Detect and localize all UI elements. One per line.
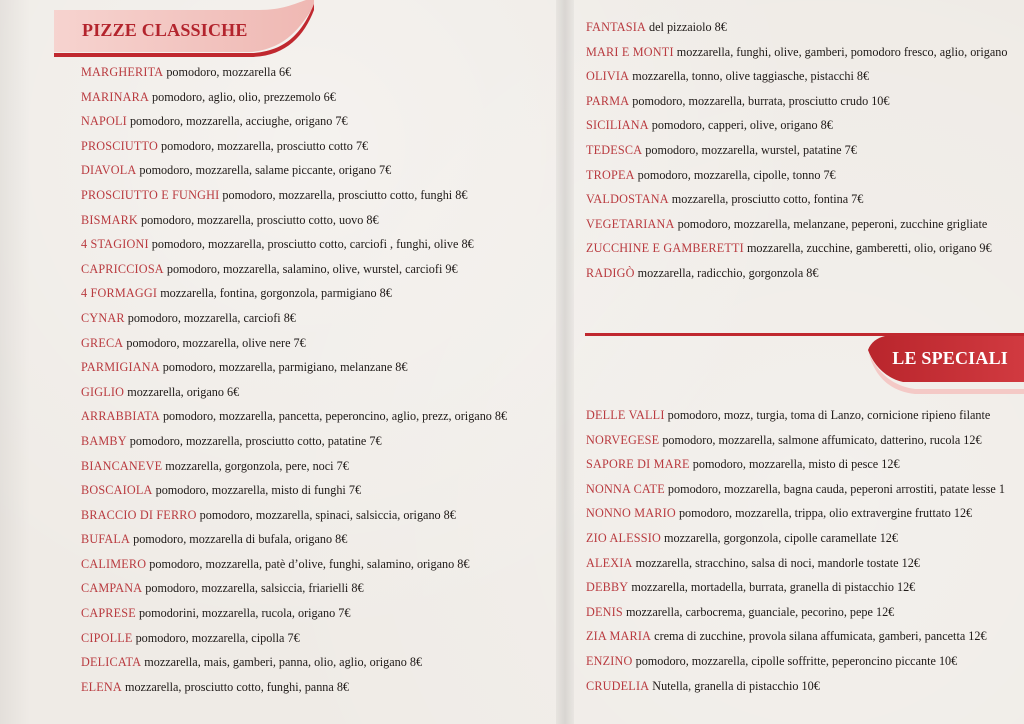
pizza-description: mozzarella, zucchine, gamberetti, olio, origano 9€ — [746, 241, 992, 256]
pizza-name: ALEXIA — [586, 555, 633, 570]
pizza-name: OLIVIA — [586, 69, 630, 84]
pizza-name: CIPOLLE — [81, 630, 133, 645]
pizza-name: ENZINO — [586, 653, 633, 668]
pizza-name: MARINARA — [81, 89, 149, 104]
list-item — [81, 306, 507, 331]
list-item — [81, 380, 507, 405]
pizza-description: pomodoro, mozzarella, melanzane, peperoni, zucchine grigliate — [677, 216, 988, 231]
pizza-description: mozzarella, prosciutto cotto, fontina 7€ — [671, 192, 864, 207]
list-item — [586, 138, 1007, 163]
pizza-description: pomodoro, mozzarella, acciughe, origano 7€ — [129, 114, 348, 129]
pizza-name: CAPRICCIOSA — [81, 261, 164, 276]
pizza-name: BOSCAIOLA — [81, 483, 153, 498]
list-item — [81, 257, 507, 282]
list-item — [81, 626, 507, 651]
pizza-name: NORVEGESE — [586, 432, 660, 447]
list-item — [81, 85, 507, 110]
pizza-name: 4 FORMAGGI — [81, 286, 158, 301]
list-item — [81, 355, 507, 380]
pizza-name: BIANCANEVE — [81, 458, 163, 473]
pizza-name: DENIS — [586, 604, 623, 619]
pizza-description: pomodoro, mozzarella, prosciutto cotto, patatine 7€ — [129, 433, 382, 448]
list-item — [81, 134, 507, 159]
right-column-list — [586, 15, 1007, 286]
pizza-description: pomodoro, mozz, turgia, toma di Lanzo, cornicione ripieno filante — [667, 408, 991, 422]
pizza-description: pomodoro, mozzarella, parmigiano, melanzane 8€ — [162, 360, 408, 375]
list-item — [586, 624, 1005, 649]
list-item — [586, 477, 1005, 502]
list-item — [586, 452, 1005, 477]
list-item — [81, 503, 507, 528]
list-item — [81, 109, 507, 134]
list-item — [81, 208, 507, 233]
pizza-name: NONNO MARIO — [586, 506, 676, 521]
pizza-name: ELENA — [81, 679, 122, 694]
pizza-name: ZIO ALESSIO — [586, 530, 661, 545]
list-item — [586, 236, 1007, 261]
list-item — [586, 403, 1005, 428]
pizza-name: MARGHERITA — [81, 65, 164, 79]
pizza-name: PROSCIUTTO E FUNGHI — [81, 187, 220, 202]
pizza-description: pomodoro, mozzarella, burrata, prosciutto crudo 10€ — [632, 93, 890, 108]
list-item — [81, 675, 507, 700]
pizza-name: VALDOSTANA — [586, 192, 669, 207]
pizza-description: mozzarella, stracchino, salsa di noci, mandorle tostate 12€ — [635, 555, 920, 570]
pizza-description: mozzarella, gorgonzola, pere, noci 7€ — [165, 458, 349, 473]
pizza-description: pomodoro, mozzarella, cipolle, tonno 7€ — [637, 167, 836, 182]
pizza-name: NAPOLI — [81, 114, 127, 129]
pizza-name: PARMIGIANA — [81, 360, 160, 375]
list-item — [81, 183, 507, 208]
pizza-description: pomodoro, mozzarella, prosciutto cotto 7€ — [161, 138, 369, 153]
list-item — [586, 212, 1007, 237]
list-item — [81, 650, 507, 675]
pizza-description: pomodoro, mozzarella, olive nere 7€ — [126, 335, 306, 350]
pizza-name: ZUCCHINE E GAMBERETTI — [586, 241, 744, 256]
page-fold — [556, 0, 574, 724]
pizza-description: pomodoro, mozzarella, prosciutto cotto, uovo 8€ — [140, 212, 379, 227]
pizza-description: mozzarella, tonno, olive taggiasche, pistacchi 8€ — [632, 69, 870, 84]
pizza-description: mozzarella, origano 6€ — [127, 384, 240, 399]
list-item — [586, 89, 1007, 114]
pizza-description: pomodoro, mozzarella, wurstel, patatine 7€ — [645, 142, 857, 157]
pizza-name: RADIGÒ — [586, 265, 635, 280]
list-item — [586, 40, 1007, 65]
pizza-name: CAMPANA — [81, 581, 143, 596]
pizza-name: SICILIANA — [586, 118, 649, 133]
pizza-description: pomodoro, mozzarella, carciofi 8€ — [127, 310, 296, 325]
pizza-name: GRECA — [81, 335, 124, 350]
pizza-name: PARMA — [586, 93, 630, 108]
pizza-name: GIGLIO — [81, 384, 125, 399]
pizza-description: pomodoro, mozzarella 6€ — [166, 65, 292, 79]
pizza-name: CAPRESE — [81, 606, 136, 621]
pizza-description: pomodoro, aglio, olio, prezzemolo 6€ — [152, 89, 336, 104]
pizza-description: pomodoro, mozzarella, misto di pesce 12€ — [692, 457, 900, 472]
pizza-description: mozzarella, fontina, gorgonzola, parmigiano 8€ — [160, 286, 392, 301]
list-item — [586, 649, 1005, 674]
pizza-name: CYNAR — [81, 310, 125, 325]
list-item — [81, 552, 507, 577]
list-item — [586, 674, 1005, 699]
speciali-banner — [585, 330, 1024, 395]
pizza-name: VEGETARIANA — [586, 216, 675, 231]
list-item — [81, 158, 507, 183]
list-item — [81, 454, 507, 479]
list-item — [81, 232, 507, 257]
pizza-name: DELICATA — [81, 655, 142, 670]
list-item — [586, 575, 1005, 600]
pizza-description: crema di zucchine, provola silana affumicata, gamberi, pancetta 12€ — [654, 629, 987, 644]
pizza-description: mozzarella, mais, gamberi, panna, olio, aglio, origano 8€ — [144, 655, 423, 670]
pizza-name: BRACCIO DI FERRO — [81, 507, 197, 522]
pizza-description: pomodoro, mozzarella, prosciutto cotto, carciofi , funghi, olive 8€ — [151, 237, 474, 252]
pizza-name: PROSCIUTTO — [81, 138, 158, 153]
list-item — [586, 187, 1007, 212]
list-item — [81, 281, 507, 306]
classiche-list — [81, 60, 507, 699]
classiche-title: PIZZE CLASSICHE — [82, 20, 248, 40]
pizza-description: pomodoro, mozzarella, cipolle soffritte, peperoncino piccante 10€ — [635, 653, 958, 668]
list-item — [586, 163, 1007, 188]
pizza-description: mozzarella, gorgonzola, cipolle caramellate 12€ — [664, 530, 898, 545]
list-item — [586, 526, 1005, 551]
pizza-description: pomodoro, mozzarella, pancetta, peperoncino, aglio, prezz, origano 8€ — [162, 409, 508, 424]
pizza-name: TROPEA — [586, 167, 635, 182]
pizza-description: pomodoro, mozzarella, salmone affumicato, datterino, rucola 12€ — [662, 432, 982, 447]
pizza-name: DIAVOLA — [81, 163, 137, 178]
list-item — [586, 551, 1005, 576]
list-item — [586, 600, 1005, 625]
pizza-description: pomodoro, mozzarella, trippa, olio extravergine fruttato 12€ — [678, 506, 973, 521]
list-item — [586, 64, 1007, 89]
list-item — [586, 501, 1005, 526]
list-item — [586, 113, 1007, 138]
pizza-name: ZIA MARIA — [586, 629, 652, 644]
pizza-name: BISMARK — [81, 212, 138, 227]
list-item — [81, 601, 507, 626]
list-item — [81, 576, 507, 601]
list-item — [586, 261, 1007, 286]
pizza-description: pomodoro, mozzarella, salame piccante, origano 7€ — [139, 163, 392, 178]
classiche-banner — [54, 0, 314, 58]
list-item — [81, 478, 507, 503]
pizza-description: del pizzaiolo 8€ — [649, 20, 727, 34]
pizza-description: pomodoro, mozzarella, salamino, olive, wurstel, carciofi 9€ — [166, 261, 458, 276]
pizza-name: 4 STAGIONI — [81, 237, 149, 252]
list-item — [586, 15, 1007, 40]
pizza-description: mozzarella, mortadella, burrata, granella di pistacchio 12€ — [631, 580, 916, 595]
pizza-description: pomodoro, mozzarella di bufala, origano 8€ — [133, 532, 348, 547]
pizza-name: CALIMERO — [81, 556, 147, 571]
list-item — [586, 428, 1005, 453]
pizza-description: pomodorini, mozzarella, rucola, origano 7€ — [138, 606, 351, 621]
pizza-description: pomodoro, mozzarella, patè d’olive, funghi, salamino, origano 8€ — [149, 556, 470, 571]
list-item — [81, 429, 507, 454]
pizza-description: pomodoro, mozzarella, bagna cauda, peperoni arrostiti, patate lesse 1 — [667, 481, 1005, 496]
pizza-name: TEDESCA — [586, 142, 643, 157]
pizza-description: mozzarella, prosciutto cotto, funghi, panna 8€ — [124, 679, 350, 694]
pizza-description: mozzarella, carbocrema, guanciale, pecorino, pepe 12€ — [625, 604, 895, 619]
pizza-description: pomodoro, mozzarella, cipolla 7€ — [135, 630, 300, 645]
speciali-list — [586, 403, 1005, 698]
list-item — [81, 331, 507, 356]
list-item — [81, 404, 507, 429]
pizza-name: NONNA CATE — [586, 481, 665, 496]
pizza-name: FANTASIA — [586, 20, 646, 34]
pizza-name: SAPORE DI MARE — [586, 457, 690, 472]
pizza-description: mozzarella, radicchio, gorgonzola 8€ — [637, 265, 819, 280]
list-item — [81, 527, 507, 552]
pizza-description: pomodoro, capperi, olive, origano 8€ — [651, 118, 833, 133]
pizza-name: MARI E MONTI — [586, 44, 674, 59]
list-item — [81, 60, 507, 85]
speciali-title: LE SPECIALI — [892, 348, 1008, 368]
pizza-name: CRUDELIA — [586, 678, 650, 693]
pizza-description: pomodoro, mozzarella, misto di funghi 7€ — [155, 483, 362, 498]
pizza-name: ARRABBIATA — [81, 409, 160, 424]
pizza-description: Nutella, granella di pistacchio 10€ — [652, 678, 820, 693]
pizza-description: pomodoro, mozzarella, prosciutto cotto, funghi 8€ — [222, 187, 468, 202]
pizza-description: pomodoro, mozzarella, salsiccia, friarielli 8€ — [145, 581, 364, 596]
pizza-description: pomodoro, mozzarella, spinaci, salsiccia, origano 8€ — [199, 507, 456, 522]
page-edge-shadow — [0, 0, 30, 724]
pizza-name: BAMBY — [81, 433, 127, 448]
pizza-description: mozzarella, funghi, olive, gamberi, pomodoro fresco, aglio, origano — [676, 44, 1008, 59]
pizza-name: BUFALA — [81, 532, 131, 547]
pizza-name: DEBBY — [586, 580, 629, 595]
pizza-name: DELLE VALLI — [586, 408, 665, 422]
